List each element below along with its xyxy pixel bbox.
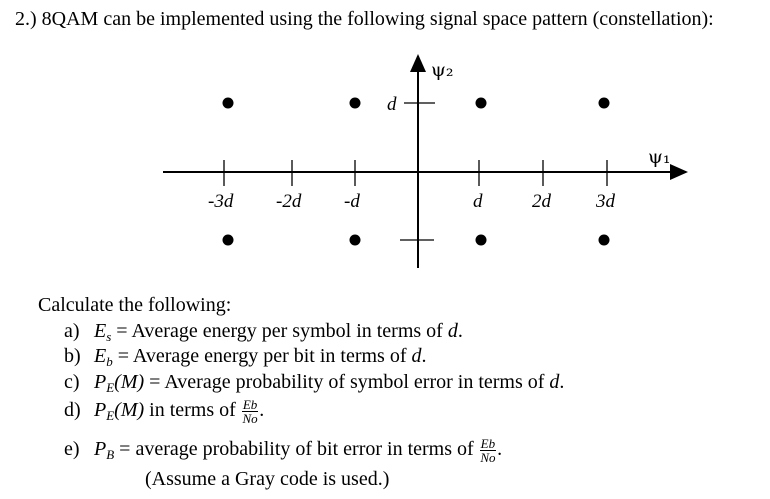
item-subscript: E xyxy=(106,380,115,395)
eb-over-no-fraction xyxy=(480,437,496,464)
y-tick-label: d xyxy=(387,94,397,115)
psi2-axis-label: ψ₂ xyxy=(431,59,454,81)
item-subscript: B xyxy=(106,447,115,462)
constellation-point xyxy=(476,235,487,246)
tick-label: -3d xyxy=(208,191,234,212)
item-end: . xyxy=(497,438,503,460)
fraction-numerator: Eb xyxy=(480,435,496,451)
item-symbol: E xyxy=(94,320,107,342)
question-title: 2.) 8QAM can be implemented using the following signal space pattern (constellation): xyxy=(15,8,714,30)
item-marker: c) xyxy=(64,371,80,393)
tick-label: -2d xyxy=(276,191,302,212)
item-text: = Average energy per symbol in terms of xyxy=(111,320,448,342)
item-symbol: P xyxy=(94,438,107,460)
item-marker: d) xyxy=(64,399,81,421)
tick-label: 3d xyxy=(596,191,615,212)
constellation-point xyxy=(599,235,610,246)
x-tick-labels xyxy=(208,191,616,212)
tick-label: d xyxy=(473,191,483,212)
item-end: . xyxy=(259,399,265,421)
fraction-denominator: No xyxy=(242,410,258,426)
item-variable: d xyxy=(411,345,422,367)
item-symbol: P xyxy=(94,371,107,393)
item-argument: (M) xyxy=(114,371,145,393)
item-text: = Average energy per bit in terms of xyxy=(112,345,412,367)
tick-label: 2d xyxy=(532,191,551,212)
item-subscript: b xyxy=(106,354,113,369)
item-end: . xyxy=(421,345,427,367)
constellation-point xyxy=(350,235,361,246)
item-subscript: E xyxy=(106,408,115,423)
item-text: in terms of xyxy=(144,399,241,421)
question-item-e xyxy=(64,436,502,468)
item-text: = Average probability of symbol error in terms of xyxy=(144,371,550,393)
item-marker: e) xyxy=(64,438,80,460)
item-symbol: E xyxy=(94,345,107,367)
constellation-point xyxy=(223,235,234,246)
item-marker: b) xyxy=(64,345,81,367)
constellation-point xyxy=(476,98,487,109)
item-variable: d xyxy=(549,371,560,393)
item-symbol: P xyxy=(94,399,107,421)
eb-over-no-fraction xyxy=(242,398,258,425)
item-variable: d xyxy=(447,320,458,342)
gray-code-note: (Assume a Gray code is used.) xyxy=(145,468,390,490)
item-end: . xyxy=(559,371,565,393)
constellation-point xyxy=(599,98,610,109)
item-argument: (M) xyxy=(114,399,145,421)
item-subscript: s xyxy=(106,329,112,344)
constellation-point xyxy=(350,98,361,109)
calculate-heading: Calculate the following: xyxy=(38,294,232,316)
psi1-axis-label: ψ₁ xyxy=(648,146,671,168)
question-item-d xyxy=(64,397,264,429)
fraction-numerator: Eb xyxy=(242,396,258,412)
tick-label: -d xyxy=(344,191,360,212)
constellation-point xyxy=(223,98,234,109)
item-end: . xyxy=(457,320,463,342)
item-marker: a) xyxy=(64,320,80,342)
item-text: = average probability of bit error in terms of xyxy=(114,438,479,460)
fraction-denominator: No xyxy=(480,449,496,465)
